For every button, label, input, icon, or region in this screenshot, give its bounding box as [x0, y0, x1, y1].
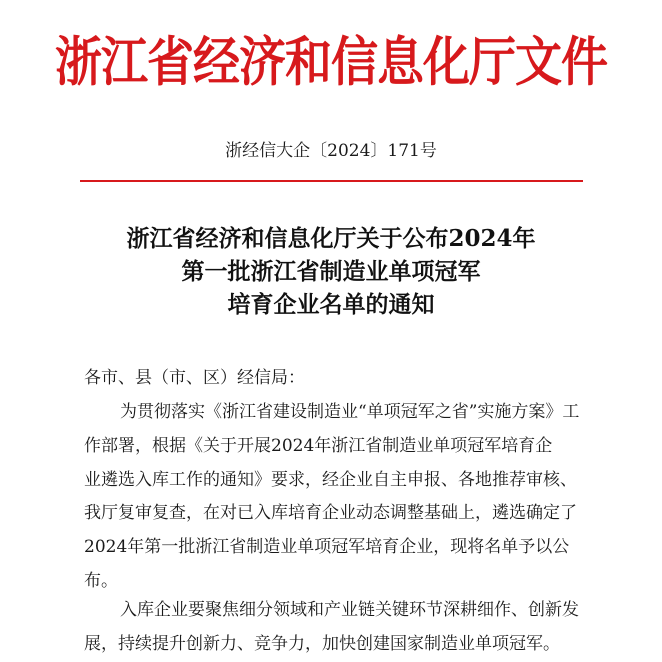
masthead: 浙江省经济和信息化厅文件: [55, 31, 607, 94]
paragraph-line: 为贯彻落实《浙江省建设制造业“单项冠军之省”实施方案》工: [120, 402, 580, 422]
red-divider: [80, 180, 583, 182]
body-paragraph-1: [84, 396, 579, 599]
body-paragraph-2: [84, 594, 579, 662]
paragraph-line: 业遴选入库工作的通知》要求，经企业自主申报、各地推荐审核、: [84, 469, 577, 490]
paragraph-line: 作部署，根据《关于开展2024年浙江省制造业单项冠军培育企: [84, 435, 553, 456]
paragraph-line: 展，持续提升创新力、竞争力，加快创建国家制造业单项冠军。: [84, 633, 560, 654]
document-number: 浙经信大企〔2024〕171号: [225, 141, 437, 161]
salutation: 各市、县（市、区）经信局：: [84, 368, 305, 388]
title-line: 浙江省经济和信息化厅关于公布2024年: [126, 225, 536, 252]
paragraph-line: 我厅复审复查，在对已入库培育企业动态调整基础上，遴选确定了: [84, 503, 577, 524]
title-line: 培育企业名单的通知: [227, 291, 435, 318]
title-line: 第一批浙江省制造业单项冠军: [181, 258, 481, 285]
paragraph-line: 入库企业要聚焦细分领域和产业链关键环节深耕细作、创新发: [120, 600, 579, 620]
document-title: [0, 222, 662, 321]
paragraph-line: 2024年第一批浙江省制造业单项冠军培育企业，现将名单予以公: [84, 537, 570, 558]
paragraph-line: 布。: [84, 570, 118, 591]
